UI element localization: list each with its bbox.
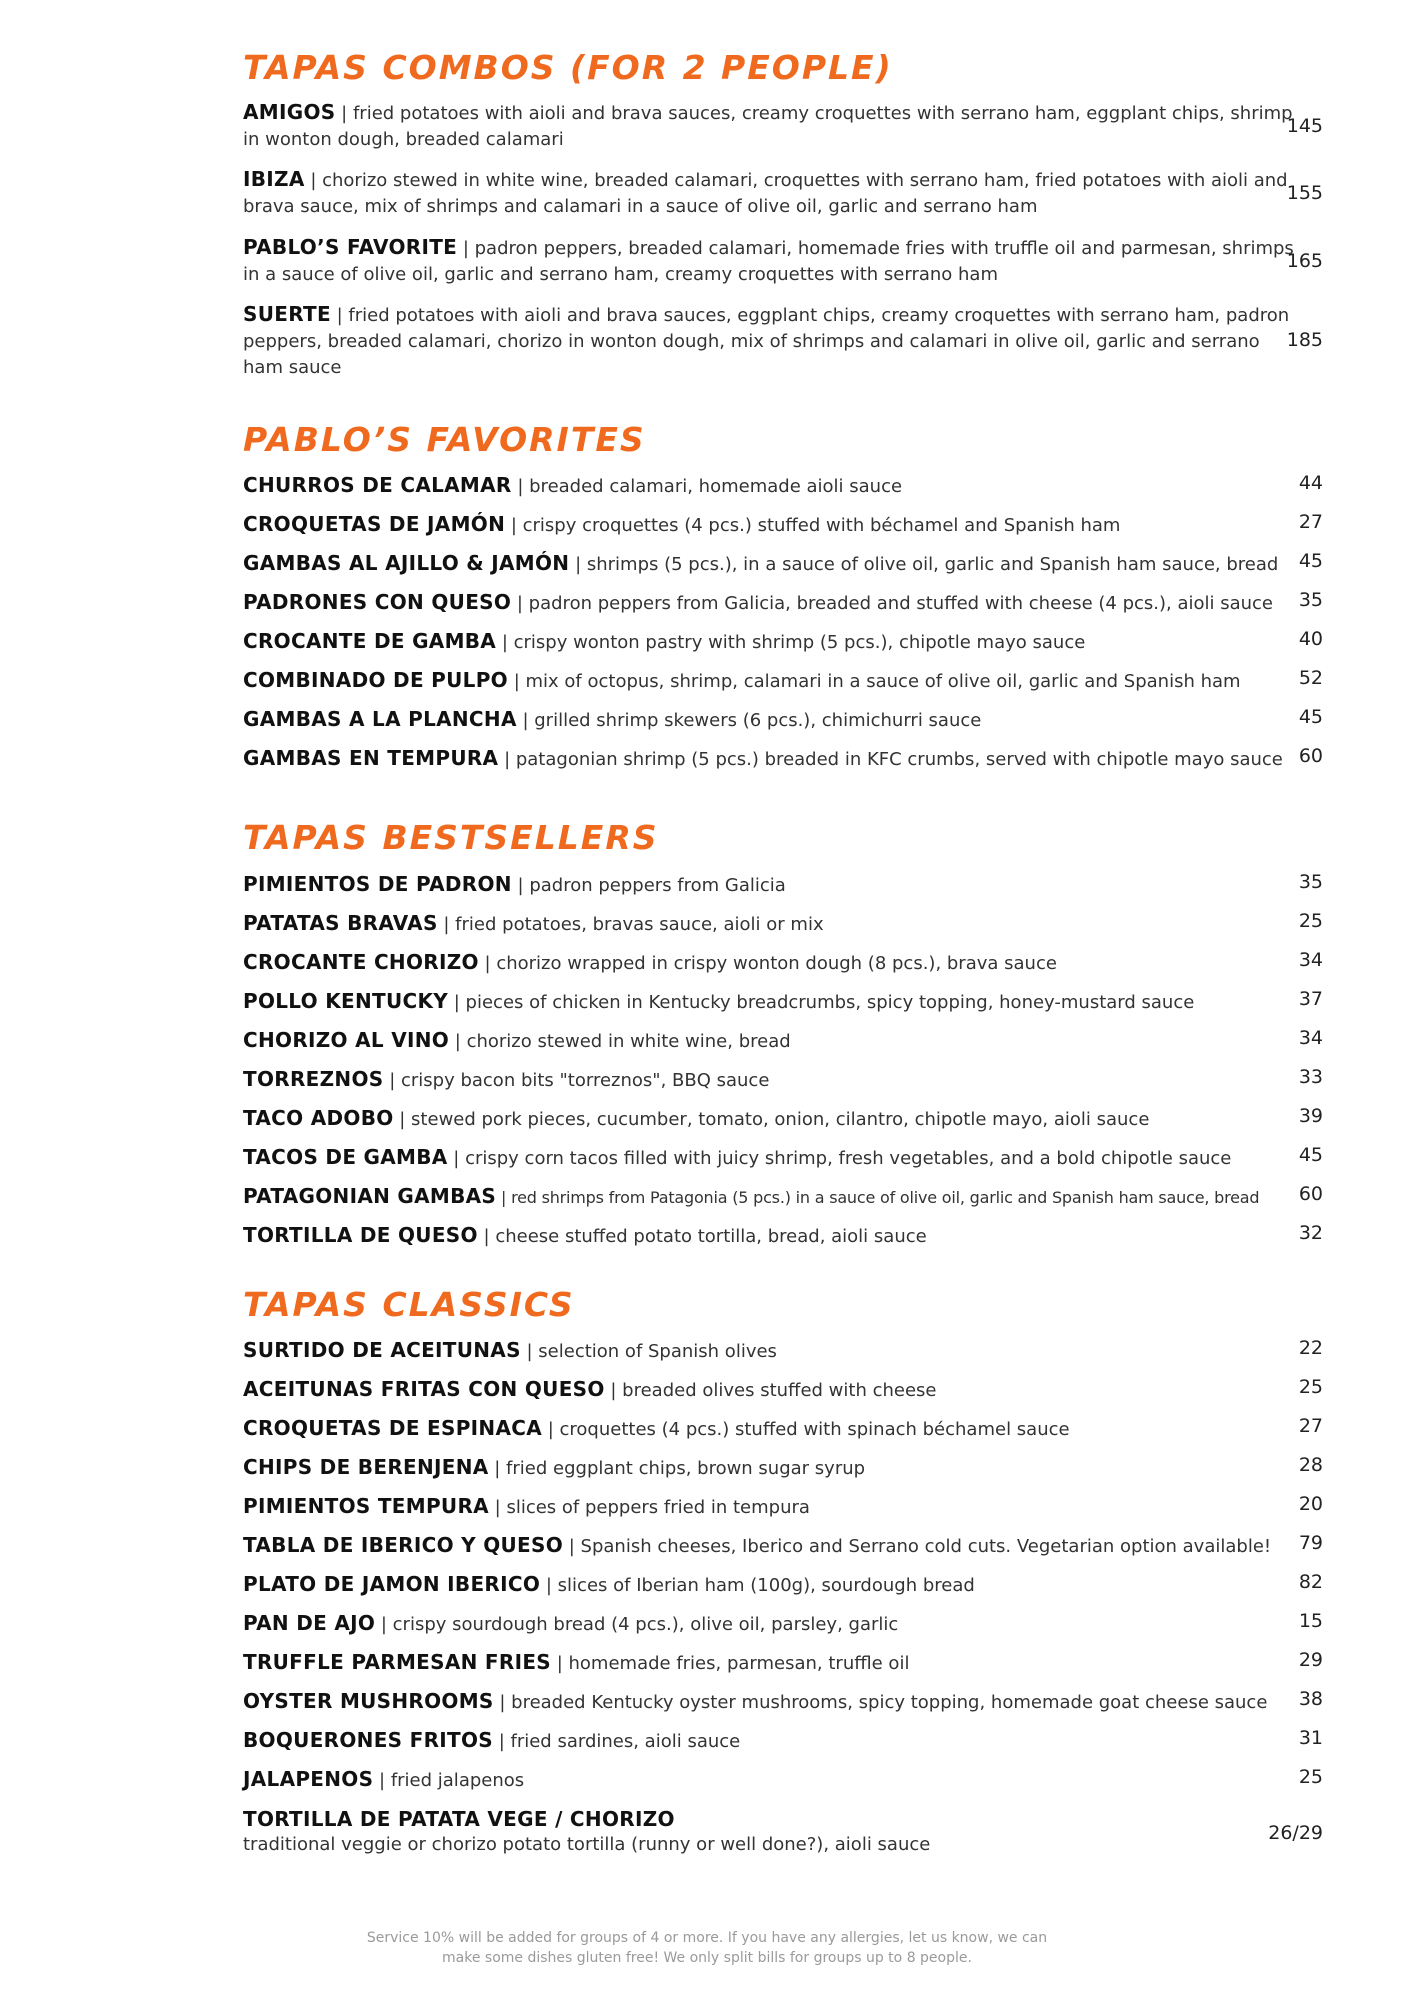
- item-description: | crispy sourdough bread (4 pcs.), olive oil, parsley, garlic: [375, 1614, 899, 1635]
- menu-item: [243, 1337, 1323, 1365]
- menu-item: [243, 1376, 1323, 1404]
- item-price: 82: [1298, 1571, 1323, 1593]
- item-description: | selection of Spanish olives: [520, 1341, 777, 1362]
- item-price: 20: [1298, 1493, 1323, 1515]
- menu-item: [243, 1222, 1323, 1250]
- item-price: 44: [1298, 472, 1323, 494]
- item-name: PATAGONIAN GAMBAS: [243, 1184, 497, 1208]
- item-description: | mix of octopus, shrimp, calamari in a sauce of olive oil, garlic and Spanish ham: [507, 671, 1241, 692]
- item-price: 37: [1298, 988, 1323, 1010]
- menu-item: [243, 99, 1323, 153]
- item-price: 33: [1298, 1066, 1323, 1088]
- item-name: POLLO KENTUCKY: [243, 989, 449, 1013]
- item-description: | shrimps (5 pcs.), in a sauce of olive oil, garlic and Spanish ham sauce, bread: [569, 554, 1279, 575]
- menu-item: [243, 589, 1323, 617]
- item-description: traditional veggie or chorizo potato tortilla (runny or well done?), aioli sauce: [243, 1834, 931, 1855]
- item-description: | slices of Iberian ham (100g), sourdough bread: [540, 1575, 975, 1596]
- menu-item: [243, 1415, 1323, 1443]
- item-description: | padron peppers from Galicia, breaded and stuffed with cheese (4 pcs.), aioli sauce: [511, 593, 1274, 614]
- item-name: GAMBAS AL AJILLO & JAMÓN: [243, 551, 570, 575]
- item-description: | fried potatoes with aioli and brava sauces, eggplant chips, creamy croquettes with serrano ham, padron peppers, breaded calamari, chorizo in wonton dough, mix of shrimps and calamari in olive oil, garlic and serrano ham sauce: [243, 305, 1290, 378]
- item-price: 45: [1298, 550, 1323, 572]
- menu-item: [243, 234, 1323, 288]
- menu-item: [243, 745, 1323, 773]
- menu-item: [243, 1532, 1323, 1560]
- item-price: 32: [1298, 1222, 1323, 1244]
- item-description: | chorizo stewed in white wine, breaded calamari, croquettes with serrano ham, fried potatoes with aioli and brava sauce, mix of shrimps and calamari in a sauce of olive oil, garlic and serrano ham: [243, 170, 1288, 217]
- item-price: 40: [1298, 628, 1323, 650]
- menu-item: [243, 1144, 1323, 1172]
- item-name: CHURROS DE CALAMAR: [243, 473, 512, 497]
- footer-line: make some dishes gluten free! We only split bills for groups up to 8 people.: [442, 1950, 972, 1966]
- section-title-combos: TAPAS COMBOS (FOR 2 PEOPLE): [243, 48, 893, 87]
- item-description: | crispy bacon bits "torreznos", BBQ sauce: [383, 1070, 770, 1091]
- item-name: PABLO’S FAVORITE: [243, 235, 458, 259]
- item-description: | crispy corn tacos filled with juicy shrimp, fresh vegetables, and a bold chipotle sauce: [447, 1148, 1232, 1169]
- footer-line: Service 10% will be added for groups of 4 or more. If you have any allergies, let us know, we can: [366, 1930, 1048, 1946]
- item-name: TORREZNOS: [243, 1067, 384, 1091]
- item-name: PATATAS BRAVAS: [243, 911, 438, 935]
- footer-note: [0, 1928, 1414, 1968]
- item-price: 60: [1298, 1183, 1323, 1205]
- item-price: 27: [1298, 511, 1323, 533]
- item-price: 25: [1298, 910, 1323, 932]
- item-price: 165: [1286, 250, 1323, 272]
- item-name: PADRONES CON QUESO: [243, 590, 512, 614]
- item-description: | red shrimps from Patagonia (5 pcs.) in a sauce of olive oil, garlic and Spanish ham sauce, bread: [496, 1188, 1260, 1207]
- item-name: TORTILLA DE QUESO: [243, 1223, 478, 1247]
- item-name: TACOS DE GAMBA: [243, 1145, 448, 1169]
- section-title-bestsellers: TAPAS BESTSELLERS: [243, 818, 659, 857]
- item-price: 31: [1298, 1727, 1323, 1749]
- item-description: | homemade fries, parmesan, truffle oil: [551, 1653, 910, 1674]
- item-price: 45: [1298, 1144, 1323, 1166]
- item-description: | stewed pork pieces, cucumber, tomato, onion, cilantro, chipotle mayo, aioli sauce: [393, 1109, 1150, 1130]
- item-name: CROQUETAS DE JAMÓN: [243, 512, 506, 536]
- menu-item: [243, 1806, 1323, 1860]
- section-title-favorites: PABLO’S FAVORITES: [243, 420, 646, 459]
- menu-item: [243, 1727, 1323, 1755]
- item-name: CHORIZO AL VINO: [243, 1028, 450, 1052]
- item-description: | patagonian shrimp (5 pcs.) breaded in KFC crumbs, served with chipotle mayo sauce: [498, 749, 1283, 770]
- item-description: | slices of peppers fried in tempura: [488, 1497, 810, 1518]
- item-name: SUERTE: [243, 302, 331, 326]
- menu-item: [243, 910, 1323, 938]
- menu-item: [243, 706, 1323, 734]
- item-description: | breaded calamari, homemade aioli sauce: [511, 476, 903, 497]
- item-name: TRUFFLE PARMESAN FRIES: [243, 1650, 551, 1674]
- item-description: | breaded Kentucky oyster mushrooms, spicy topping, homemade goat cheese sauce: [493, 1692, 1268, 1713]
- item-description: | breaded olives stuffed with cheese: [604, 1380, 937, 1401]
- item-price: 145: [1286, 115, 1323, 137]
- item-name: PIMIENTOS DE PADRON: [243, 872, 512, 896]
- item-name: GAMBAS A LA PLANCHA: [243, 707, 517, 731]
- menu-item: [243, 1493, 1323, 1521]
- menu-item: [243, 1571, 1323, 1599]
- menu-item: [243, 1688, 1323, 1716]
- item-price: 28: [1298, 1454, 1323, 1476]
- item-name: PAN DE AJO: [243, 1611, 376, 1635]
- menu-item: [243, 949, 1323, 977]
- menu-item: [243, 667, 1323, 695]
- item-price: 52: [1298, 667, 1323, 689]
- menu-item: [243, 1066, 1323, 1094]
- item-description: | fried potatoes, bravas sauce, aioli or mix: [437, 914, 824, 935]
- item-price: 15: [1298, 1610, 1323, 1632]
- item-price: 38: [1298, 1688, 1323, 1710]
- item-price: 26/29: [1268, 1822, 1323, 1844]
- item-description: | padron peppers from Galicia: [511, 875, 786, 896]
- item-name: IBIZA: [243, 167, 305, 191]
- item-name: ACEITUNAS FRITAS CON QUESO: [243, 1377, 605, 1401]
- item-name: CROCANTE CHORIZO: [243, 950, 479, 974]
- item-description: | fried jalapenos: [373, 1770, 525, 1791]
- menu-item: [243, 550, 1323, 578]
- item-name: TACO ADOBO: [243, 1106, 394, 1130]
- item-price: 35: [1298, 871, 1323, 893]
- menu-item: [243, 1649, 1323, 1677]
- menu-item: [243, 472, 1323, 500]
- item-price: 25: [1298, 1376, 1323, 1398]
- item-name: OYSTER MUSHROOMS: [243, 1689, 494, 1713]
- menu-item: [243, 1610, 1323, 1638]
- item-price: 79: [1298, 1532, 1323, 1554]
- item-description: | pieces of chicken in Kentucky breadcrumbs, spicy topping, honey-mustard sauce: [448, 992, 1195, 1013]
- item-name: TABLA DE IBERICO Y QUESO: [243, 1533, 564, 1557]
- item-description: | chorizo wrapped in crispy wonton dough (8 pcs.), brava sauce: [478, 953, 1057, 974]
- item-name: PLATO DE JAMON IBERICO: [243, 1572, 541, 1596]
- item-price: 39: [1298, 1105, 1323, 1127]
- menu-item: [243, 1454, 1323, 1482]
- item-price: 25: [1298, 1766, 1323, 1788]
- menu-item: [243, 628, 1323, 656]
- item-description: | padron peppers, breaded calamari, homemade fries with truffle oil and parmesan, shrimps in a sauce of olive oil, garlic and serrano ham, creamy croquettes with serrano ham: [243, 238, 1294, 285]
- item-description: | fried eggplant chips, brown sugar syrup: [488, 1458, 866, 1479]
- item-name: CROQUETAS DE ESPINACA: [243, 1416, 542, 1440]
- menu-item: [243, 988, 1323, 1016]
- item-description: | fried sardines, aioli sauce: [492, 1731, 741, 1752]
- item-price: 35: [1298, 589, 1323, 611]
- item-description: | chorizo stewed in white wine, bread: [449, 1031, 791, 1052]
- item-price: 45: [1298, 706, 1323, 728]
- item-price: 27: [1298, 1415, 1323, 1437]
- menu-item: [243, 166, 1323, 220]
- item-price: 185: [1286, 329, 1323, 351]
- item-description: | grilled shrimp skewers (6 pcs.), chimichurri sauce: [516, 710, 982, 731]
- item-name: JALAPENOS: [243, 1767, 374, 1791]
- item-price: 34: [1298, 949, 1323, 971]
- item-description: | croquettes (4 pcs.) stuffed with spinach béchamel sauce: [542, 1419, 1070, 1440]
- menu-item: [243, 1027, 1323, 1055]
- item-description: | crispy wonton pastry with shrimp (5 pcs.), chipotle mayo sauce: [496, 632, 1086, 653]
- menu-item: [243, 1183, 1323, 1211]
- item-price: 60: [1298, 745, 1323, 767]
- item-description: | Spanish cheeses, Iberico and Serrano cold cuts. Vegetarian option available!: [563, 1536, 1272, 1557]
- item-description: | crispy croquettes (4 pcs.) stuffed with béchamel and Spanish ham: [505, 515, 1121, 536]
- item-price: 22: [1298, 1337, 1323, 1359]
- item-name: BOQUERONES FRITOS: [243, 1728, 493, 1752]
- section-title-classics: TAPAS CLASSICS: [243, 1285, 575, 1324]
- menu-item: [243, 1105, 1323, 1133]
- menu-item: [243, 871, 1323, 899]
- item-price: 155: [1286, 182, 1323, 204]
- item-price: 34: [1298, 1027, 1323, 1049]
- item-name: COMBINADO DE PULPO: [243, 668, 508, 692]
- menu-item: [243, 1766, 1323, 1794]
- item-description: | fried potatoes with aioli and brava sauces, creamy croquettes with serrano ham, eggplant chips, shrimp in wonton dough, breaded calamari: [243, 103, 1293, 150]
- item-name: CROCANTE DE GAMBA: [243, 629, 497, 653]
- item-price: 29: [1298, 1649, 1323, 1671]
- item-name: AMIGOS: [243, 100, 336, 124]
- item-name: PIMIENTOS TEMPURA: [243, 1494, 489, 1518]
- item-name: GAMBAS EN TEMPURA: [243, 746, 499, 770]
- item-name: SURTIDO DE ACEITUNAS: [243, 1338, 521, 1362]
- item-name: CHIPS DE BERENJENA: [243, 1455, 489, 1479]
- menu-item: [243, 511, 1323, 539]
- item-name: TORTILLA DE PATATA VEGE / CHORIZO: [243, 1807, 675, 1831]
- menu-item: [243, 301, 1323, 379]
- item-description: | cheese stuffed potato tortilla, bread, aioli sauce: [477, 1226, 927, 1247]
